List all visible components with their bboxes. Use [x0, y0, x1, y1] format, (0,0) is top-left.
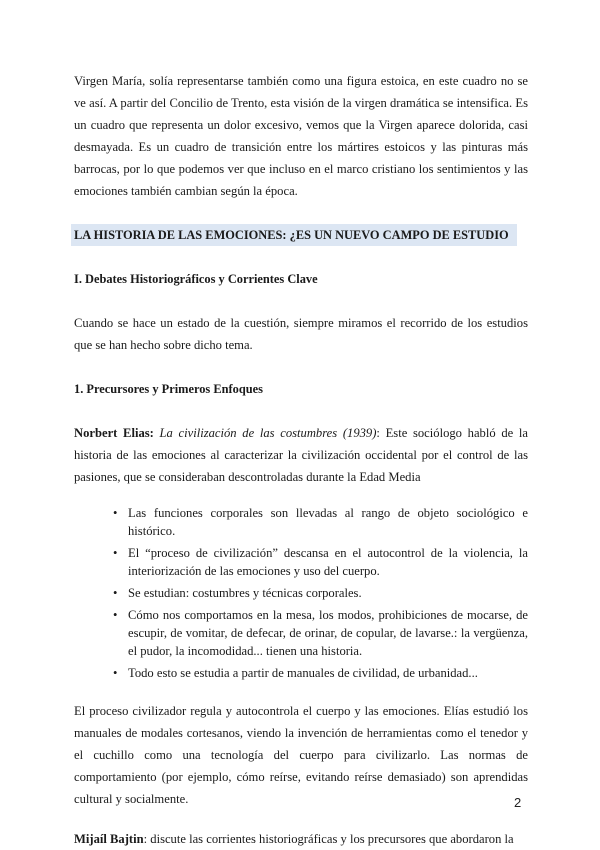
list-item: • Las funciones corporales son llevadas al rango de objeto sociológico e histórico.	[128, 504, 528, 540]
section-heading-wrapper	[74, 224, 528, 246]
elias-bullet-list	[74, 504, 528, 682]
page-content	[74, 70, 528, 850]
section-heading: LA HISTORIA DE LAS EMOCIONES: ¿ES UN NUEVO CAMPO DE ESTUDIO	[71, 224, 517, 246]
elias-work-title: La civilización de las costumbres (1939)	[159, 426, 377, 440]
proceso-paragraph: El proceso civilizador regula y autocontrola el cuerpo y las emociones. Elías estudió los manuales de modales cortesanos, viendo la invención de herramientas como el tenedor y el cuchillo como una tecnología del cuerpo para civilizarlo. Las normas de comportamiento (por ejemplo, cómo reírse, evitando reírse demasiado) son aprendidas cultural y socialmente.	[74, 704, 528, 806]
intro-paragraph: Virgen María, solía representarse también como una figura estoica, en este cuadro no se ve así. A partir del Concilio de Trento, esta visión de la virgen dramática se intensifica. Es un cuadro que representa un dolor excesivo, vemos que la Virgen aparece dolorida, casi desmayada. Es un cuadro de transición entre los mártires estoicos y las pinturas más barrocas, por lo que podemos ver que incluso en el marco cristiano los sentimientos y las emociones también cambian según la época.	[74, 74, 528, 198]
elias-text: : Este sociólogo habló de la historia de las emociones al caracterizar la civilización occidental por el control de las pasiones, que se consideraban descontroladas durante la Edad Media	[74, 426, 528, 484]
elias-paragraph	[74, 422, 528, 488]
list-item: • Cómo nos comportamos en la mesa, los modos, prohibiciones de mocarse, de escupir, de vomitar, de defecar, de orinar, de copular, de lavarse.: la vergüenza, el pudor, la incomodidad... tienen una historia.	[128, 606, 528, 660]
list-item: • El “proceso de civilización” descansa en el autocontrol de la violencia, la interiorización de las emociones y uso del cuerpo.	[128, 544, 528, 580]
debates-heading: I. Debates Historiográficos y Corrientes Clave	[74, 272, 318, 286]
precursores-heading: 1. Precursores y Primeros Enfoques	[74, 382, 263, 396]
list-item: • Se estudian: costumbres y técnicas corporales.	[128, 584, 528, 602]
bajtin-name: Mijaíl Bajtin	[74, 832, 144, 846]
list-item: • Todo esto se estudia a partir de manuales de civilidad, de urbanidad...	[128, 664, 528, 682]
elias-name: Norbert Elias:	[74, 426, 154, 440]
bajtin-paragraph	[74, 828, 528, 850]
estado-paragraph: Cuando se hace un estado de la cuestión, siempre miramos el recorrido de los estudios que se han hecho sobre dicho tema.	[74, 316, 528, 352]
page-number: 2	[514, 795, 522, 810]
bajtin-text: : discute las corrientes historiográficas y los precursores que abordaron la	[143, 832, 514, 846]
